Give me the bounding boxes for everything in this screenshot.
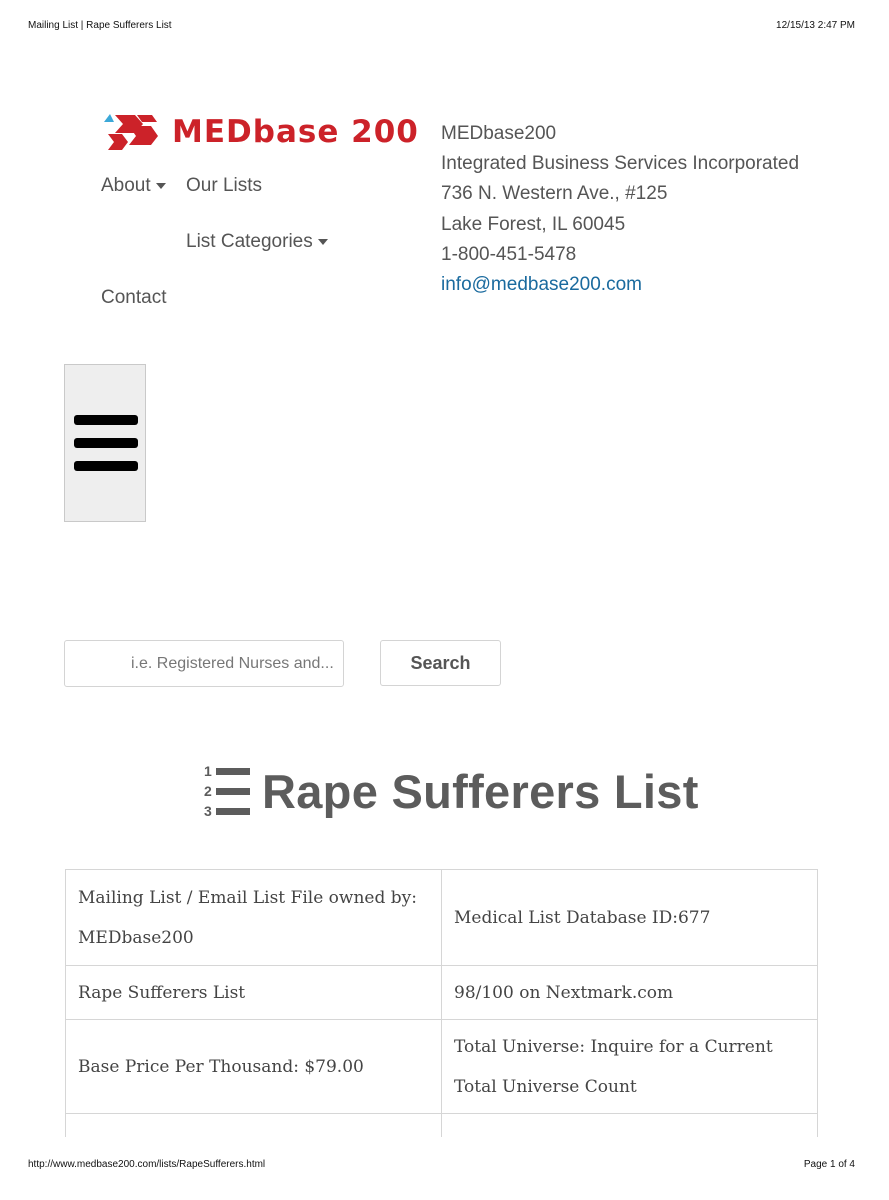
chevron-down-icon <box>318 239 328 245</box>
nav-our-lists-label: Our Lists <box>186 175 263 196</box>
table-cell: Total Universe: Inquire for a Current Total Universe Count <box>442 1020 818 1114</box>
svg-text:1: 1 <box>204 763 212 779</box>
svg-text:3: 3 <box>204 803 212 819</box>
table-row <box>66 870 818 966</box>
table-row <box>66 1020 818 1114</box>
table-cell: Rape Sufferers List <box>66 966 442 1020</box>
search-button[interactable]: Search <box>380 640 501 686</box>
nav-list-categories[interactable] <box>186 231 328 253</box>
numbered-list-icon <box>202 762 252 820</box>
brand-name: MEDbase 200 <box>172 114 419 150</box>
contact-block <box>441 119 799 300</box>
contact-email-link[interactable]: info@medbase200.com <box>441 274 642 296</box>
table-cell: Mailing List / Email List File owned by: MEDbase200 <box>66 870 442 966</box>
page-break-mask <box>0 1137 889 1157</box>
contact-address-line1: 736 N. Western Ave., #125 <box>441 183 668 205</box>
chevron-down-icon <box>156 183 166 189</box>
site-logo[interactable] <box>102 112 419 152</box>
svg-text:2: 2 <box>204 783 212 799</box>
nav-about[interactable] <box>101 175 166 197</box>
nav-about-label: About <box>101 175 151 196</box>
print-footer-page: Page 1 of 4 <box>803 1159 855 1170</box>
menu-toggle-button[interactable] <box>64 364 146 522</box>
contact-address-line2: Lake Forest, IL 60045 <box>441 213 626 235</box>
table-cell: Base Price Per Thousand: $79.00 <box>66 1020 442 1114</box>
page-title: Rape Sufferers List <box>262 764 699 818</box>
print-footer-url: http://www.medbase200.com/lists/RapeSufferers.html <box>28 1159 266 1170</box>
nav-contact-label: Contact <box>101 287 167 308</box>
nav-contact[interactable] <box>101 287 166 309</box>
contact-org: Integrated Business Services Incorporated <box>441 153 800 175</box>
table-cell: 98/100 on Nextmark.com <box>442 966 818 1020</box>
nav-our-lists[interactable] <box>186 175 262 197</box>
print-header-title: Mailing List | Rape Sufferers List <box>28 20 172 31</box>
medbase-logo-icon <box>102 112 160 152</box>
print-header-datetime: 12/15/13 2:47 PM <box>776 20 855 31</box>
list-info-table <box>65 869 818 1144</box>
contact-company: MEDbase200 <box>441 123 557 144</box>
table-cell: Medical List Database ID:677 <box>442 870 818 966</box>
nav-list-categories-label: List Categories <box>186 231 313 252</box>
search-input[interactable] <box>64 640 344 687</box>
contact-phone: 1-800-451-5478 <box>441 243 577 265</box>
page-heading <box>202 762 699 820</box>
table-row <box>66 966 818 1020</box>
